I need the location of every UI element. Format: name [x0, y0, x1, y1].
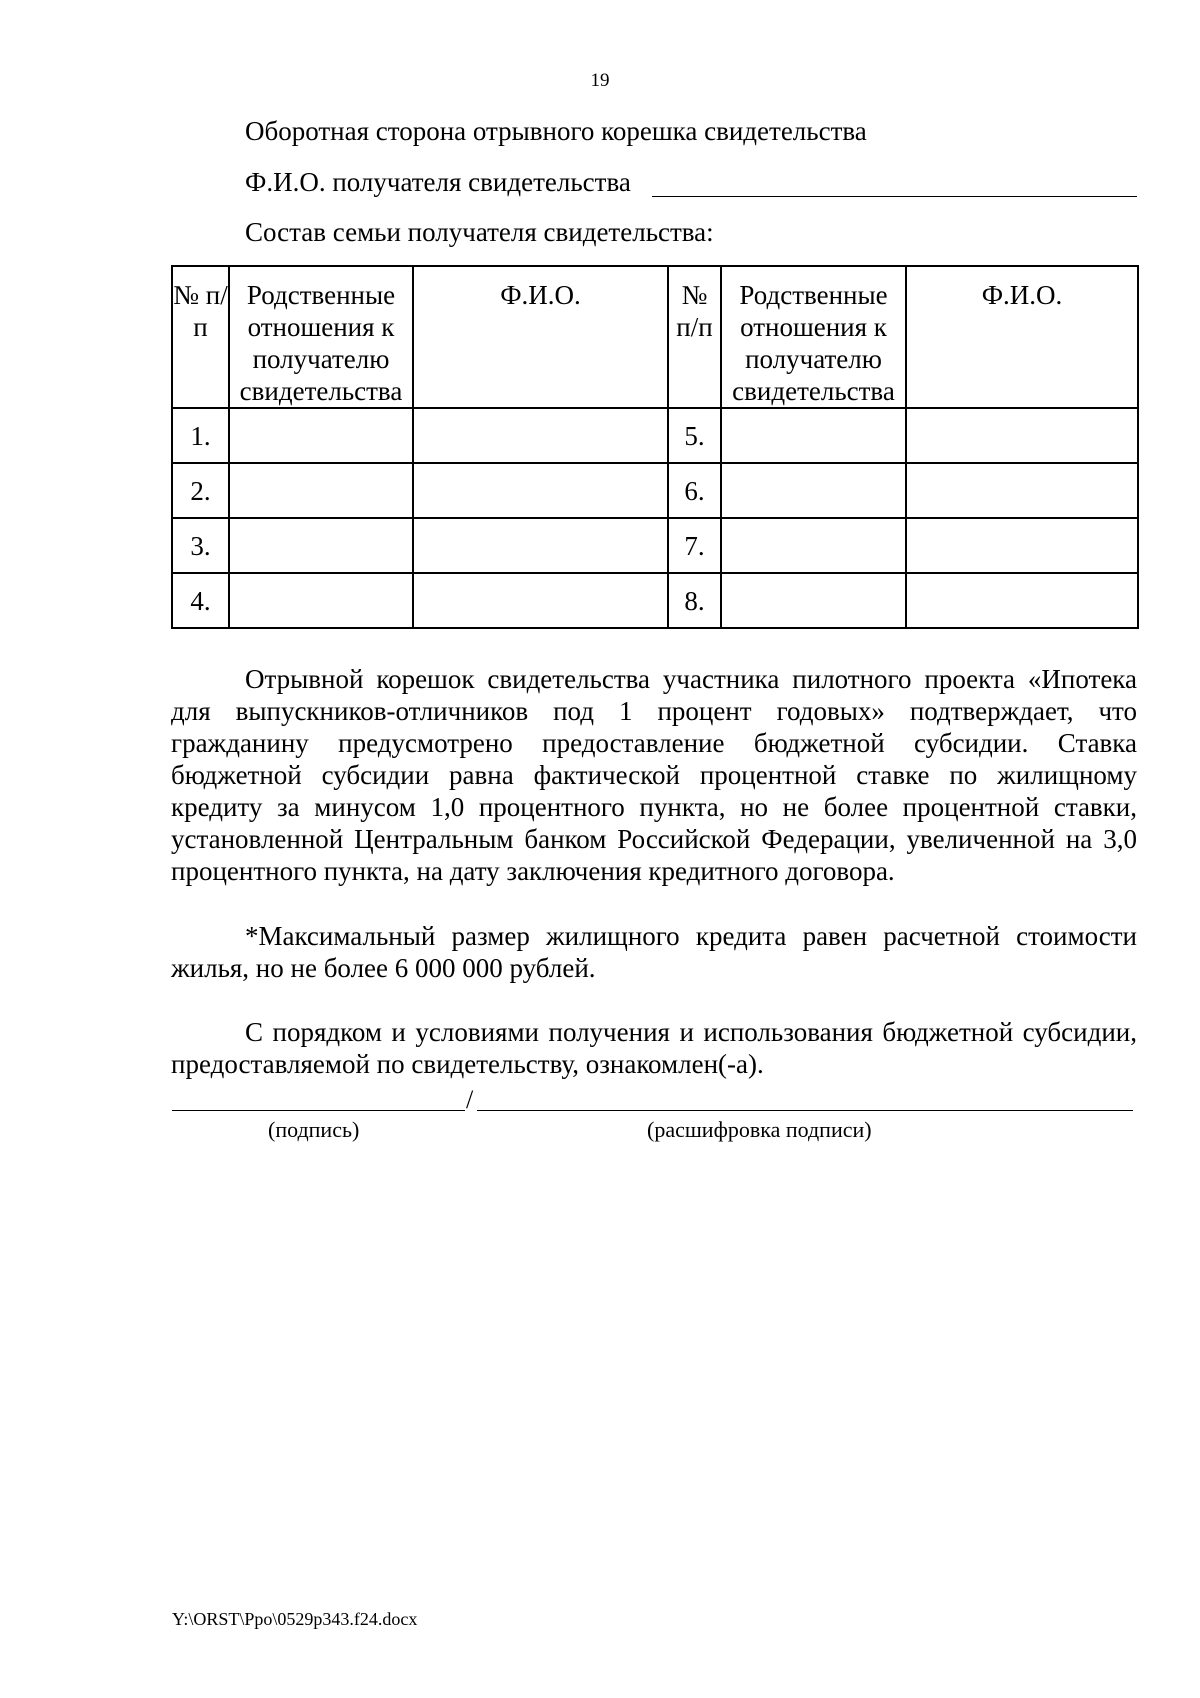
- signature-decoding-field[interactable]: [477, 1110, 1133, 1111]
- fio-cell[interactable]: [906, 408, 1138, 463]
- table-row: [172, 463, 1138, 518]
- header-number: № п/п: [668, 266, 721, 408]
- fio-cell[interactable]: [413, 408, 668, 463]
- signature-caption: (подпись): [268, 1117, 360, 1142]
- table-row: [172, 518, 1138, 573]
- header-fio: Ф.И.О.: [906, 266, 1138, 408]
- relation-cell[interactable]: [229, 573, 413, 628]
- acknowledgement-text: С порядком и условиями получения и использования бюджетной субсидии, предоставляемой по свидетельству, ознакомлен(-а).: [171, 1017, 1137, 1079]
- signature-decoding-caption: (расшифровка подписи): [647, 1117, 872, 1142]
- row-number: 5.: [668, 408, 721, 463]
- fio-cell[interactable]: [906, 573, 1138, 628]
- signature-separator: /: [466, 1085, 474, 1114]
- family-table: [171, 265, 1139, 629]
- header-relation: Родственные отношения к получателю свидетельства: [721, 266, 906, 408]
- row-number: 3.: [172, 518, 229, 573]
- header-relation: Родственные отношения к получателю свидетельства: [229, 266, 413, 408]
- signature-field[interactable]: [172, 1110, 465, 1111]
- relation-cell[interactable]: [721, 463, 906, 518]
- certificate-description: Отрывной корешок свидетельства участника пилотного проекта «Ипотека для выпускников-отличников под 1 процент годовых» подтверждает, что гражданину предусмотрено предоставление бюджетной субсидии. Ставка бюджетной субсидии равна фактической процентной ставке по жилищному кредиту за минусом 1,0 процентного пункта, но не более процентной ставки, установленной Центральным банком Российской Федерации, увеличенной на 3,0 процентного пункта, на дату заключения кредитного договора.: [171, 664, 1137, 886]
- row-number: 1.: [172, 408, 229, 463]
- table-row: [172, 573, 1138, 628]
- table-row: [172, 408, 1138, 463]
- fio-cell[interactable]: [906, 463, 1138, 518]
- fio-cell[interactable]: [413, 463, 668, 518]
- relation-cell[interactable]: [229, 463, 413, 518]
- page-title: Оборотная сторона отрывного корешка свидетельства: [245, 116, 867, 146]
- relation-cell[interactable]: [721, 408, 906, 463]
- fio-cell[interactable]: [413, 573, 668, 628]
- fio-cell[interactable]: [413, 518, 668, 573]
- recipient-name-field[interactable]: [652, 196, 1137, 197]
- file-path-footer: Y:\ORST\Ppo\0529p343.f24.docx: [172, 1609, 418, 1629]
- relation-cell[interactable]: [721, 518, 906, 573]
- family-label: Состав семьи получателя свидетельства:: [245, 217, 714, 247]
- row-number: 7.: [668, 518, 721, 573]
- max-credit-note: *Максимальный размер жилищного кредита равен расчетной стоимости жилья, но не более 6 000 000 рублей.: [171, 921, 1137, 983]
- table-header-row: [172, 266, 1138, 408]
- fio-cell[interactable]: [906, 518, 1138, 573]
- row-number: 6.: [668, 463, 721, 518]
- header-number: № п/п: [172, 266, 229, 408]
- relation-cell[interactable]: [229, 408, 413, 463]
- row-number: 8.: [668, 573, 721, 628]
- row-number: 4.: [172, 573, 229, 628]
- relation-cell[interactable]: [721, 573, 906, 628]
- page-number: 19: [590, 70, 610, 91]
- recipient-label: Ф.И.О. получателя свидетельства: [245, 167, 631, 197]
- relation-cell[interactable]: [229, 518, 413, 573]
- header-fio: Ф.И.О.: [413, 266, 668, 408]
- row-number: 2.: [172, 463, 229, 518]
